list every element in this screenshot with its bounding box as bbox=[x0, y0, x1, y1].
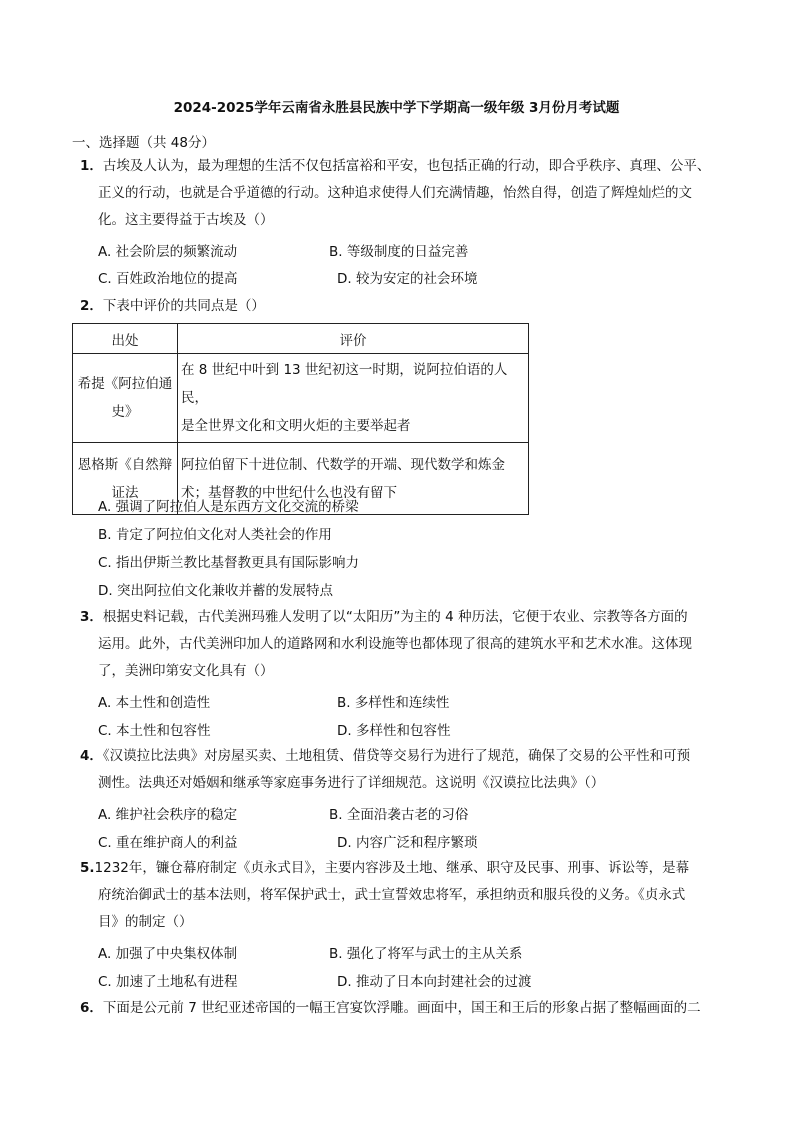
question-text: 运用。此外，古代美洲印加人的道路网和水利设施等也都体现了很高的建筑水平和艺术水准。这体现 bbox=[98, 636, 692, 652]
cell-text: 史》 bbox=[111, 404, 139, 420]
cell-text: 恩格斯《自然辩 bbox=[77, 456, 173, 473]
question-number: 6． bbox=[80, 1000, 103, 1016]
question-number: 1． bbox=[80, 158, 103, 174]
question-text: 正义的行动，也就是合乎道德的行动。这种追求使得人们充满情趣，怡然自得，创造了辉煌灿烂的文 bbox=[98, 185, 692, 201]
option-b[interactable]: B. 全面沿袭古老的习俗 bbox=[329, 807, 469, 823]
evaluation-cell bbox=[178, 354, 529, 443]
table-header: 出处 bbox=[73, 324, 178, 354]
option-b[interactable]: B. 等级制度的日益完善 bbox=[329, 244, 469, 260]
question-number: 3． bbox=[80, 609, 103, 625]
question-text: 1232年，镰仓幕府制定《贞永式目》，主要内容涉及土地、继承、职守及民事、刑事、诉讼等，是幕 bbox=[94, 860, 690, 876]
option-c[interactable]: C. 百姓政治地位的提高 bbox=[98, 271, 238, 287]
question-text: 目》的制定（） bbox=[98, 914, 193, 930]
cell-text: 是全世界文化和文明火炬的主要举起者 bbox=[181, 418, 411, 434]
question-number: 4． bbox=[80, 748, 103, 764]
question-text: 了，美洲印第安文化具有（） bbox=[98, 663, 274, 679]
source-cell bbox=[73, 354, 178, 443]
question-text: 下面是公元前 7 世纪亚述帝国的一幅王宫宴饮浮雕。画面中，国王和王后的形象占据了整幅画面的二 bbox=[102, 1000, 701, 1016]
cell-text: 在 8 世纪中叶到 13 世纪初这一时期，说阿拉伯语的人民， bbox=[181, 362, 508, 406]
question-text: 根据史料记载，古代美洲玛雅人发明了以“太阳历”为主的 4 种历法，它便于农业、宗教等各方面的 bbox=[102, 609, 688, 625]
option-a[interactable]: A. 强调了阿拉伯人是东西方文化交流的桥梁 bbox=[98, 499, 359, 515]
option-a[interactable]: A. 本土性和创造性 bbox=[98, 695, 211, 711]
option-a[interactable]: A. 加强了中央集权体制 bbox=[98, 946, 238, 962]
cell-text: 阿拉伯留下十进位制、代数学的开端、现代数学和炼金 bbox=[181, 456, 505, 473]
option-a[interactable]: A. 维护社会秩序的稳定 bbox=[98, 807, 238, 823]
option-c[interactable]: C. 本土性和包容性 bbox=[98, 723, 211, 739]
question-text: 府统治御武士的基本法则，将军保护武士，武士宣誓效忠将军，承担纳贡和服兵役的义务。《贞永式 bbox=[98, 887, 686, 903]
exam-title: 2024-2025学年云南省永胜县民族中学下学期高一级年级 3月份月考试题 bbox=[173, 100, 620, 116]
option-d[interactable]: D. 较为安定的社会环境 bbox=[337, 271, 478, 287]
table-header-row bbox=[73, 324, 529, 354]
question-text: 测性。法典还对婚姻和继承等家庭事务进行了详细规范。这说明《汉谟拉比法典》（） bbox=[98, 775, 605, 791]
question-text: 古埃及人认为，最为理想的生活不仅包括富裕和平安，也包括正确的行动，即合乎秩序、真理、公平、 bbox=[102, 158, 711, 174]
question-text: 《汉谟拉比法典》对房屋买卖、土地租赁、借贷等交易行为进行了规范，确保了交易的公平性和可预 bbox=[102, 748, 691, 764]
question-number: 5. bbox=[80, 860, 95, 876]
option-b[interactable]: B. 肯定了阿拉伯文化对人类社会的作用 bbox=[98, 527, 332, 543]
table-row bbox=[73, 354, 529, 443]
section-heading: 一、选择题（共 48分） bbox=[72, 135, 215, 151]
cell-text: 证法 bbox=[111, 484, 139, 501]
question-number: 2． bbox=[80, 298, 103, 314]
cell-text: 术；基督教的中世纪什么也没有留下 bbox=[181, 484, 397, 501]
table-header: 评价 bbox=[178, 324, 529, 354]
question-text: 下表中评价的共同点是（） bbox=[102, 298, 265, 314]
option-d[interactable]: D. 多样性和包容性 bbox=[337, 723, 451, 739]
evaluation-table bbox=[72, 323, 529, 515]
option-c[interactable]: C. 加速了土地私有进程 bbox=[98, 974, 238, 990]
question-text: 化。这主要得益于古埃及（） bbox=[98, 212, 274, 228]
option-c[interactable]: C. 指出伊斯兰教比基督教更具有国际影响力 bbox=[98, 555, 360, 571]
cell-text: 希提《阿拉伯通 bbox=[77, 376, 173, 392]
option-b[interactable]: B. 多样性和连续性 bbox=[337, 695, 450, 711]
option-a[interactable]: A. 社会阶层的频繁流动 bbox=[98, 244, 238, 260]
option-c[interactable]: C. 重在维护商人的利益 bbox=[98, 835, 238, 851]
option-d[interactable]: D. 推动了日本向封建社会的过渡 bbox=[337, 974, 532, 990]
option-d[interactable]: D. 内容广泛和程序繁琐 bbox=[337, 835, 478, 851]
option-b[interactable]: B. 强化了将军与武士的主从关系 bbox=[329, 946, 523, 962]
option-d[interactable]: D. 突出阿拉伯文化兼收并蓄的发展特点 bbox=[98, 583, 333, 599]
